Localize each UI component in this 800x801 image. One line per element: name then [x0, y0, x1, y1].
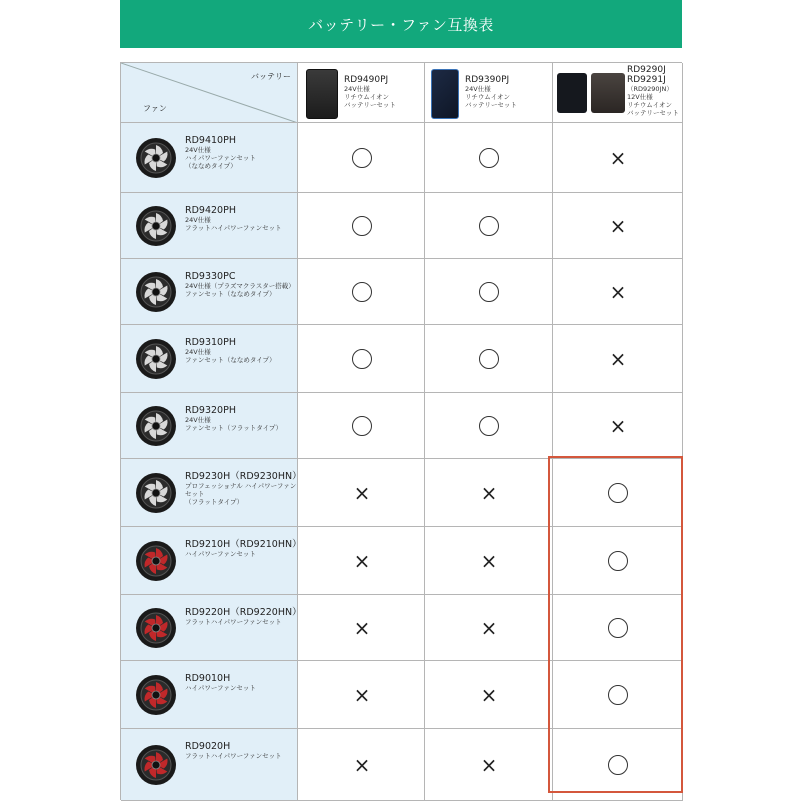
compatible-mark: [474, 143, 504, 173]
battery-spec-line: バッテリーセット: [344, 101, 396, 109]
cross-symbol: ×: [353, 616, 371, 640]
fan-icon: [135, 607, 177, 649]
fan-code: RD9420PH: [185, 205, 236, 216]
fan-description: [185, 539, 302, 558]
compat-cell: [298, 325, 425, 393]
compatible-mark: [474, 411, 504, 441]
fan-row-header: [121, 259, 298, 325]
incompatible-mark: [347, 750, 377, 780]
battery-spec-line: リチウムイオン: [465, 93, 510, 101]
cross-symbol: ×: [609, 214, 627, 238]
battery-spec-line: 24V仕様: [465, 85, 491, 93]
fan-spec-line: ファンセット（フラットタイプ）: [185, 424, 282, 432]
fan-description: [185, 673, 256, 692]
fan-row-header: [121, 595, 302, 661]
compat-cell: [425, 193, 553, 259]
fan-icon: [135, 540, 177, 582]
compatible-mark: [347, 143, 377, 173]
incompatible-mark: [347, 613, 377, 643]
fan-description: [185, 337, 276, 364]
fan-code: RD9220H（RD9220HN）: [185, 607, 302, 618]
compat-cell: [425, 259, 553, 325]
fan-code: RD9210H（RD9210HN）: [185, 539, 302, 550]
fan-icon: [135, 405, 177, 447]
incompatible-mark: [347, 546, 377, 576]
compat-cell: [553, 193, 683, 259]
compatible-mark: [347, 411, 377, 441]
fan-spec-line: 24V仕様: [185, 416, 211, 424]
incompatible-mark: [603, 344, 633, 374]
fan-spec-line: （フラットタイプ）: [185, 498, 244, 506]
compatible-mark: [347, 344, 377, 374]
fan-spec-line: 24V仕様: [185, 348, 211, 356]
fan-spec-line: フラットハイパワーファンセット: [185, 752, 282, 760]
fan-icon: [135, 674, 177, 716]
battery-image: [557, 73, 587, 113]
fan-row-header: [121, 325, 298, 393]
battery-spec-line: バッテリーセット: [627, 109, 679, 117]
cross-symbol: ×: [480, 549, 498, 573]
compat-cell: [298, 123, 425, 193]
fan-spec-line: フラットハイパワーファンセット: [185, 618, 282, 626]
fan-row-header: [121, 661, 298, 729]
fan-axis-label: ファン: [143, 104, 167, 113]
fan-description: [185, 205, 282, 232]
battery-image: [306, 69, 338, 119]
compat-cell: [425, 393, 553, 459]
compat-cell: [298, 259, 425, 325]
cross-symbol: ×: [609, 347, 627, 371]
battery-header-3: [553, 63, 683, 123]
fan-row-header: [121, 459, 302, 527]
cross-symbol: ×: [353, 481, 371, 505]
compat-cell: [298, 661, 425, 729]
fan-description: [185, 271, 295, 298]
battery-image: [591, 73, 625, 113]
compat-cell: [298, 459, 425, 527]
compatibility-highlight-box: [548, 456, 683, 793]
fan-icon: [135, 205, 177, 247]
fan-code: RD9310PH: [185, 337, 236, 348]
fan-description: [185, 135, 256, 170]
incompatible-mark: [347, 680, 377, 710]
fan-row-header: [121, 193, 298, 259]
fan-spec-line: ハイパワーファンセット: [185, 550, 256, 558]
incompatible-mark: [474, 478, 504, 508]
compat-cell: [425, 595, 553, 661]
cross-symbol: ×: [353, 683, 371, 707]
fan-spec-line: ハイパワーファンセット: [185, 154, 256, 162]
cross-symbol: ×: [609, 414, 627, 438]
incompatible-mark: [603, 411, 633, 441]
cross-symbol: ×: [609, 146, 627, 170]
battery-code: RD9290J: [627, 65, 666, 75]
compat-cell: [425, 325, 553, 393]
fan-spec-line: プロフェッショナル ハイパワーファンセット: [185, 482, 297, 498]
battery-image: [431, 69, 459, 119]
battery-spec-line: バッテリーセット: [465, 101, 517, 109]
compat-cell: [298, 193, 425, 259]
cross-symbol: ×: [480, 753, 498, 777]
battery-header-2: [425, 63, 553, 123]
compatible-mark: [474, 277, 504, 307]
compatible-mark: [474, 211, 504, 241]
fan-spec-line: フラットハイパワーファンセット: [185, 224, 282, 232]
incompatible-mark: [603, 211, 633, 241]
cross-symbol: ×: [353, 753, 371, 777]
compat-cell: [425, 729, 553, 801]
cross-symbol: ×: [609, 280, 627, 304]
incompatible-mark: [474, 546, 504, 576]
compatible-mark: [474, 344, 504, 374]
compat-cell: [553, 123, 683, 193]
cross-symbol: ×: [480, 683, 498, 707]
fan-icon: [135, 137, 177, 179]
fan-description: [185, 607, 302, 626]
compat-cell: [298, 393, 425, 459]
fan-description: [185, 405, 282, 432]
compatible-mark: [347, 211, 377, 241]
compat-cell: [553, 325, 683, 393]
incompatible-mark: [474, 613, 504, 643]
fan-row-header: [121, 123, 298, 193]
battery-spec-line: リチウムイオン: [344, 93, 389, 101]
compat-cell: [298, 729, 425, 801]
incompatible-mark: [347, 478, 377, 508]
battery-header-1: [298, 63, 425, 123]
battery-axis-label: バッテリー: [251, 72, 291, 81]
fan-description: [185, 471, 302, 506]
incompatible-mark: [603, 143, 633, 173]
compat-cell: [425, 527, 553, 595]
compat-cell: [553, 393, 683, 459]
fan-code: RD9010H: [185, 673, 231, 684]
fan-code: RD9410PH: [185, 135, 236, 146]
battery-spec-line: 24V仕様: [344, 85, 370, 93]
compat-cell: [425, 459, 553, 527]
compat-cell: [425, 661, 553, 729]
fan-icon: [135, 472, 177, 514]
fan-spec-line: 24V仕様: [185, 216, 211, 224]
compatible-mark: [347, 277, 377, 307]
fan-code: RD9330PC: [185, 271, 236, 282]
fan-row-header: [121, 729, 298, 801]
fan-spec-line: 24V仕様（プラズマクラスター搭載）: [185, 282, 295, 290]
compat-cell: [298, 527, 425, 595]
battery-description: [344, 75, 396, 109]
battery-description: [465, 75, 517, 109]
fan-spec-line: ファンセット（ななめタイプ）: [185, 356, 276, 364]
fan-code: RD9230H（RD9230HN）: [185, 471, 302, 482]
compat-cell: [553, 259, 683, 325]
fan-description: [185, 741, 282, 760]
battery-code: RD9390PJ: [465, 75, 510, 85]
incompatible-mark: [474, 680, 504, 710]
battery-code-alt: RD9291J: [627, 75, 666, 85]
fan-icon: [135, 338, 177, 380]
cross-symbol: ×: [480, 481, 498, 505]
battery-spec-line: （RD9290JN）: [627, 85, 673, 93]
page-title: バッテリー・ファン互換表: [308, 15, 494, 34]
fan-spec-line: （ななめタイプ）: [185, 162, 237, 170]
fan-code: RD9020H: [185, 741, 231, 752]
fan-icon: [135, 271, 177, 313]
fan-spec-line: 24V仕様: [185, 146, 211, 154]
page-title-banner: [120, 0, 682, 48]
cross-symbol: ×: [353, 549, 371, 573]
incompatible-mark: [474, 750, 504, 780]
incompatible-mark: [603, 277, 633, 307]
compat-cell: [298, 595, 425, 661]
fan-icon: [135, 744, 177, 786]
fan-code: RD9320PH: [185, 405, 236, 416]
battery-spec-line: 12V仕様: [627, 93, 653, 101]
cross-symbol: ×: [480, 616, 498, 640]
fan-spec-line: ファンセット（ななめタイプ）: [185, 290, 276, 298]
fan-spec-line: ハイパワーファンセット: [185, 684, 256, 692]
header-corner-cell: [121, 63, 298, 123]
compat-cell: [425, 123, 553, 193]
battery-description: [627, 65, 679, 117]
battery-spec-line: リチウムイオン: [627, 101, 672, 109]
fan-row-header: [121, 393, 298, 459]
fan-row-header: [121, 527, 302, 595]
battery-code: RD9490PJ: [344, 75, 389, 85]
